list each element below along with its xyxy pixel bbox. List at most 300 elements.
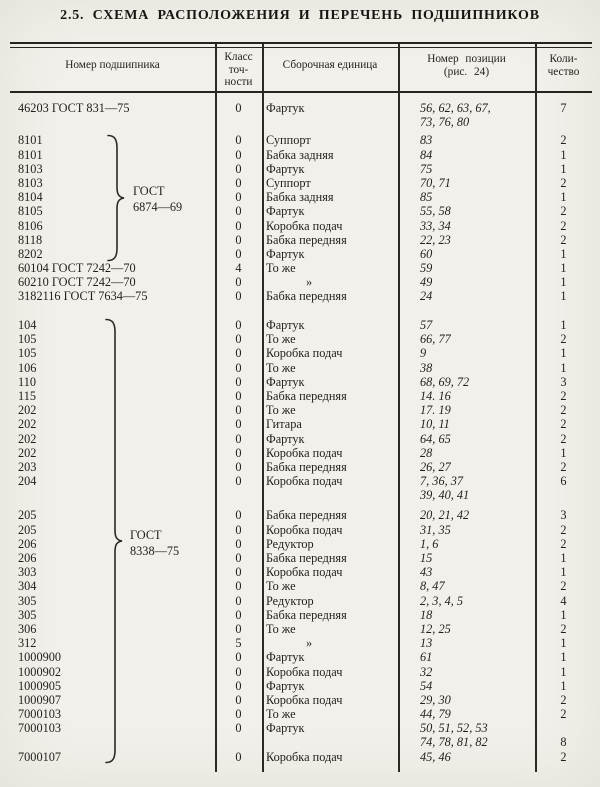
accuracy-class: 0 — [235, 508, 242, 523]
assembly-unit: Редуктор — [266, 593, 314, 608]
position-line: 64, 65 — [420, 431, 451, 446]
quantity: 1 — [560, 565, 567, 580]
position-numbers — [420, 636, 432, 650]
bearing-number: 8103 — [18, 175, 43, 190]
bearing-number: 104 — [18, 318, 37, 332]
bearing-number: 1000905 — [18, 678, 62, 693]
bearing-number: 1000907 — [18, 692, 62, 707]
bearing-number: 60210 ГОСТ 7242—70 — [18, 275, 136, 290]
quantity: 2 — [560, 133, 567, 148]
position-line: 44, 79 — [420, 707, 451, 722]
assembly-unit: То же — [266, 579, 296, 594]
position-numbers — [420, 403, 451, 417]
bearing-number: 7000107 — [18, 749, 62, 764]
assembly-unit: Фартук — [266, 431, 305, 446]
position-numbers — [420, 551, 432, 565]
position-line: 66, 77 — [420, 332, 451, 347]
quantity: 1 — [560, 161, 567, 176]
position-numbers — [420, 289, 432, 303]
quantity: 1 — [560, 664, 567, 679]
bearing-number: 46203 ГОСТ 831—75 — [18, 101, 130, 115]
position-line: 75 — [420, 161, 433, 176]
accuracy-class: 0 — [235, 289, 242, 304]
assembly-unit: Коробка подач — [266, 445, 343, 460]
column-header-accuracy-class — [215, 51, 262, 89]
table-row — [0, 432, 600, 446]
quantity: 8 — [560, 735, 567, 750]
position-numbers — [420, 361, 432, 375]
header-text: Номер подшипника — [65, 59, 160, 71]
bearing-number: 60104 ГОСТ 7242—70 — [18, 261, 136, 276]
position-numbers — [420, 460, 451, 474]
bearing-number: 105 — [18, 332, 37, 347]
position-numbers — [420, 219, 451, 233]
assembly-unit: Фартук — [266, 161, 305, 176]
quantity: 3 — [560, 374, 567, 389]
bearing-number: 7000103 — [18, 707, 62, 722]
assembly-unit: Фартук — [266, 318, 305, 332]
table-row — [0, 275, 600, 289]
position-line: 39, 40, 41 — [420, 488, 470, 503]
assembly-unit: Бабка передняя — [266, 551, 347, 566]
position-numbers — [420, 679, 432, 693]
assembly-unit: Бабка передняя — [266, 289, 347, 304]
assembly-unit: Фартук — [266, 721, 305, 736]
assembly-unit: То же — [266, 360, 296, 375]
position-line: 49 — [420, 275, 433, 290]
position-line: 56, 62, 63, 67, — [420, 101, 491, 115]
table-row — [0, 361, 600, 375]
page-title: 2.5. СХЕМА РАСПОЛОЖЕНИЯ И ПЕРЕЧЕНЬ ПОДШИПНИКОВ — [60, 8, 540, 23]
assembly-unit: Фартук — [266, 650, 305, 665]
table-row — [0, 133, 600, 147]
assembly-unit: Гитара — [266, 417, 302, 432]
accuracy-class: 5 — [235, 636, 242, 651]
position-line: 13 — [420, 636, 433, 651]
quantity: 2 — [560, 536, 567, 551]
accuracy-class: 0 — [235, 388, 242, 403]
table-row — [0, 417, 600, 431]
position-line: 7, 36, 37 — [420, 474, 464, 489]
position-line: 26, 27 — [420, 459, 451, 474]
bearing-number: 303 — [18, 565, 37, 580]
accuracy-class: 0 — [235, 101, 242, 115]
column-header-position-number — [398, 53, 535, 78]
position-numbers — [420, 750, 451, 764]
table-row — [0, 565, 600, 579]
position-line: 20, 21, 42 — [420, 508, 470, 523]
table-top-rule — [10, 42, 592, 44]
table-row — [0, 707, 600, 721]
quantity: 1 — [560, 650, 567, 665]
quantity: 6 — [560, 474, 567, 489]
accuracy-class: 0 — [235, 275, 242, 290]
accuracy-class: 0 — [235, 551, 242, 566]
assembly-unit: Коробка подач — [266, 218, 343, 233]
position-line: 17. 19 — [420, 403, 451, 418]
accuracy-class: 0 — [235, 522, 242, 537]
accuracy-class: 0 — [235, 431, 242, 446]
table-row — [0, 247, 600, 261]
bearing-number: 305 — [18, 593, 37, 608]
position-numbers — [420, 707, 451, 721]
bearing-number: 205 — [18, 522, 37, 537]
header-text: чество — [547, 65, 580, 78]
table-row — [0, 523, 600, 537]
bearing-number: 203 — [18, 459, 37, 474]
bearing-number: 106 — [18, 360, 37, 375]
table-row — [0, 261, 600, 275]
position-numbers — [420, 608, 432, 622]
quantity: 2 — [560, 707, 567, 722]
assembly-unit: Бабка задняя — [266, 147, 334, 162]
position-numbers — [420, 261, 432, 275]
bearing-number: 202 — [18, 445, 37, 460]
assembly-unit: Суппорт — [266, 133, 311, 148]
position-line: 38 — [420, 360, 433, 375]
table-row — [0, 679, 600, 693]
accuracy-class: 0 — [235, 579, 242, 594]
accuracy-class: 0 — [235, 133, 242, 148]
assembly-unit: То же — [266, 621, 296, 636]
accuracy-class: 0 — [235, 232, 242, 247]
quantity: 2 — [560, 431, 567, 446]
quantity: 7 — [560, 101, 567, 115]
assembly-unit: Фартук — [266, 204, 305, 219]
assembly-unit: Бабка передняя — [266, 388, 347, 403]
bearing-number: 202 — [18, 403, 37, 418]
accuracy-class: 0 — [235, 459, 242, 474]
quantity: 1 — [560, 636, 567, 651]
table-row — [0, 551, 600, 565]
position-line: 83 — [420, 133, 433, 148]
table-row — [0, 148, 600, 162]
accuracy-class: 0 — [235, 678, 242, 693]
bearing-number: 3182116 ГОСТ 7634—75 — [18, 289, 148, 304]
position-numbers — [420, 523, 451, 537]
table-row — [0, 375, 600, 389]
gost-label-line: ГОСТ — [130, 528, 162, 542]
position-line: 60 — [420, 246, 433, 261]
column-header-quantity — [535, 53, 592, 78]
bearing-number: 110 — [18, 374, 36, 389]
position-numbers — [420, 375, 469, 389]
assembly-unit: Редуктор — [266, 536, 314, 551]
group-brace-icon — [106, 134, 126, 262]
position-line: 22, 23 — [420, 232, 451, 247]
accuracy-class: 0 — [235, 593, 242, 608]
accuracy-class: 0 — [235, 190, 242, 205]
assembly-unit: Бабка задняя — [266, 190, 334, 205]
position-line: 18 — [420, 607, 433, 622]
quantity: 2 — [560, 522, 567, 537]
table-row — [0, 403, 600, 417]
header-text: Сборочная единица — [282, 59, 378, 71]
table-top-rule-2 — [10, 47, 592, 48]
bearing-number: 304 — [18, 579, 37, 594]
table-row — [0, 233, 600, 247]
header-text: (рис. 24) — [443, 65, 490, 78]
accuracy-class: 0 — [235, 664, 242, 679]
position-line: 14. 16 — [420, 388, 451, 403]
quantity: 1 — [560, 289, 567, 304]
position-line: 9 — [420, 346, 427, 361]
assembly-unit: Коробка подач — [266, 474, 343, 489]
assembly-unit: » — [306, 636, 313, 651]
bearing-number: 8106 — [18, 218, 43, 233]
accuracy-class: 0 — [235, 204, 242, 219]
position-line: 15 — [420, 551, 433, 566]
accuracy-class: 0 — [235, 147, 242, 162]
position-line: 70, 71 — [420, 175, 451, 190]
accuracy-class: 0 — [235, 721, 242, 736]
bearing-number: 8118 — [18, 232, 43, 247]
position-line: 50, 51, 52, 53 — [420, 721, 488, 736]
quantity: 2 — [560, 232, 567, 247]
quantity: 2 — [560, 579, 567, 594]
bearing-number: 206 — [18, 536, 37, 551]
quantity: 2 — [560, 332, 567, 347]
bearing-number: 7000103 — [18, 721, 62, 736]
table-row — [0, 190, 600, 204]
accuracy-class: 0 — [235, 621, 242, 636]
position-numbers — [420, 332, 451, 346]
table-row — [0, 508, 600, 522]
quantity: 1 — [560, 261, 567, 276]
column-header-assembly-unit — [262, 59, 398, 72]
quantity: 2 — [560, 388, 567, 403]
table-row — [0, 332, 600, 346]
accuracy-class: 0 — [235, 749, 242, 764]
assembly-unit: Бабка передняя — [266, 508, 347, 523]
bearing-number: 1000900 — [18, 650, 62, 665]
position-line: 59 — [420, 261, 433, 276]
position-line: 61 — [420, 650, 433, 665]
assembly-unit: » — [306, 275, 313, 290]
position-numbers — [420, 101, 491, 129]
assembly-unit: Коробка подач — [266, 565, 343, 580]
table-row — [0, 579, 600, 593]
quantity: 1 — [560, 275, 567, 290]
header-text: Класс — [224, 51, 253, 63]
accuracy-class: 0 — [235, 536, 242, 551]
position-line: 43 — [420, 565, 433, 580]
position-line: 28 — [420, 445, 433, 460]
position-line: 55, 58 — [420, 204, 451, 219]
position-line: 33, 34 — [420, 218, 451, 233]
quantity: 4 — [560, 593, 567, 608]
table-row — [0, 622, 600, 636]
table-row — [0, 693, 600, 707]
bearing-number: 204 — [18, 474, 37, 489]
position-line: 2, 3, 4, 5 — [420, 593, 464, 608]
position-numbers — [420, 665, 432, 679]
assembly-unit: Фартук — [266, 374, 305, 389]
bearing-number: 8202 — [18, 246, 43, 261]
column-header-bearing-number — [10, 59, 215, 72]
quantity: 2 — [560, 204, 567, 219]
table-row — [0, 289, 600, 303]
position-numbers — [420, 721, 488, 749]
accuracy-class: 0 — [235, 403, 242, 418]
assembly-unit: Коробка подач — [266, 692, 343, 707]
quantity: 1 — [560, 246, 567, 261]
bearing-number: 306 — [18, 621, 37, 636]
bearing-number: 205 — [18, 508, 37, 523]
bearing-number: 8104 — [18, 190, 43, 205]
bearing-number: 8103 — [18, 161, 43, 176]
position-line: 45, 46 — [420, 749, 451, 764]
bearing-number: 105 — [18, 346, 37, 361]
position-numbers — [420, 318, 432, 332]
assembly-unit: То же — [266, 707, 296, 722]
quantity: 1 — [560, 678, 567, 693]
position-numbers — [420, 176, 451, 190]
assembly-unit: То же — [266, 403, 296, 418]
position-numbers — [420, 693, 451, 707]
position-line: 85 — [420, 190, 433, 205]
bearing-number: 8101 — [18, 133, 43, 148]
accuracy-class: 0 — [235, 565, 242, 580]
table-section-gost-6874 — [0, 101, 600, 304]
quantity: 2 — [560, 459, 567, 474]
quantity: 1 — [560, 551, 567, 566]
accuracy-class: 0 — [235, 161, 242, 176]
accuracy-class: 4 — [235, 261, 242, 276]
position-line: 57 — [420, 318, 433, 332]
group-brace-icon — [104, 318, 124, 764]
assembly-unit: Суппорт — [266, 175, 311, 190]
header-text: Коли- — [549, 53, 578, 65]
position-line: 8, 47 — [420, 579, 445, 594]
accuracy-class: 0 — [235, 218, 242, 233]
quantity: 2 — [560, 621, 567, 636]
position-numbers — [420, 417, 450, 431]
position-numbers — [420, 148, 432, 162]
position-numbers — [420, 346, 426, 360]
position-numbers — [420, 579, 445, 593]
position-numbers — [420, 275, 432, 289]
position-line: 31, 35 — [420, 522, 451, 537]
header-text: точ- — [228, 63, 249, 76]
accuracy-class: 0 — [235, 246, 242, 261]
accuracy-class: 0 — [235, 474, 242, 489]
table-row — [0, 474, 600, 502]
position-numbers — [420, 233, 451, 247]
position-line: 32 — [420, 664, 433, 679]
quantity: 1 — [560, 607, 567, 622]
position-numbers — [420, 508, 469, 522]
position-numbers — [420, 389, 451, 403]
accuracy-class: 0 — [235, 374, 242, 389]
header-text: ности — [224, 76, 253, 89]
table-row — [0, 594, 600, 608]
position-line: 24 — [420, 289, 433, 304]
table-row — [0, 537, 600, 551]
gost-label-line: 6874—69 — [133, 200, 183, 214]
accuracy-class: 0 — [235, 707, 242, 722]
table-row — [0, 346, 600, 360]
position-line: 54 — [420, 678, 433, 693]
position-line: 29, 30 — [420, 692, 451, 707]
position-line: 68, 69, 72 — [420, 374, 470, 389]
accuracy-class: 0 — [235, 607, 242, 622]
bearing-number: 1000902 — [18, 664, 62, 679]
assembly-unit: Фартук — [266, 246, 305, 261]
quantity: 1 — [560, 360, 567, 375]
quantity: 2 — [560, 749, 567, 764]
bearing-number: 115 — [18, 388, 36, 403]
assembly-unit: Бабка передняя — [266, 232, 347, 247]
gost-label-line: 8338—75 — [130, 544, 180, 558]
quantity: 3 — [560, 508, 567, 523]
quantity: 2 — [560, 692, 567, 707]
header-bottom-rule — [10, 91, 592, 93]
assembly-unit: Коробка подач — [266, 346, 343, 361]
quantity: 1 — [560, 346, 567, 361]
quantity: 2 — [560, 417, 567, 432]
accuracy-class: 0 — [235, 360, 242, 375]
assembly-unit: То же — [266, 261, 296, 276]
gost-group-label — [133, 183, 182, 215]
accuracy-class: 0 — [235, 332, 242, 347]
table-row — [0, 750, 600, 764]
quantity: 2 — [560, 218, 567, 233]
accuracy-class: 0 — [235, 445, 242, 460]
table-row — [0, 162, 600, 176]
quantity: 2 — [560, 175, 567, 190]
position-line: 73, 76, 80 — [420, 115, 470, 130]
table-row — [0, 318, 600, 332]
table-row — [0, 650, 600, 664]
position-numbers — [420, 474, 469, 502]
assembly-unit: Бабка передняя — [266, 459, 347, 474]
position-line: 1, 6 — [420, 536, 439, 551]
bearing-number: 8101 — [18, 147, 43, 162]
position-numbers — [420, 190, 432, 204]
assembly-unit: Коробка подач — [266, 522, 343, 537]
assembly-unit: То же — [266, 332, 296, 347]
bearing-number: 305 — [18, 607, 37, 622]
position-numbers — [420, 622, 451, 636]
accuracy-class: 0 — [235, 650, 242, 665]
table-row — [0, 460, 600, 474]
assembly-unit: Коробка подач — [266, 749, 343, 764]
table-row — [0, 389, 600, 403]
position-numbers — [420, 204, 451, 218]
position-numbers — [420, 650, 432, 664]
table-row — [0, 721, 600, 749]
gost-group-label — [130, 527, 179, 559]
position-numbers — [420, 446, 432, 460]
accuracy-class: 0 — [235, 318, 242, 332]
bearing-number: 202 — [18, 417, 37, 432]
position-numbers — [420, 565, 432, 579]
position-line: 10, 11 — [420, 417, 450, 432]
table-row — [0, 665, 600, 679]
table-row — [0, 176, 600, 190]
table-row — [0, 446, 600, 460]
position-numbers — [420, 162, 432, 176]
bearing-number: 312 — [18, 636, 37, 651]
bearing-number: 8105 — [18, 204, 43, 219]
accuracy-class: 0 — [235, 175, 242, 190]
position-line: 84 — [420, 147, 433, 162]
accuracy-class: 0 — [235, 417, 242, 432]
table-row — [0, 608, 600, 622]
table-row — [0, 219, 600, 233]
assembly-unit: Фартук — [266, 101, 305, 115]
